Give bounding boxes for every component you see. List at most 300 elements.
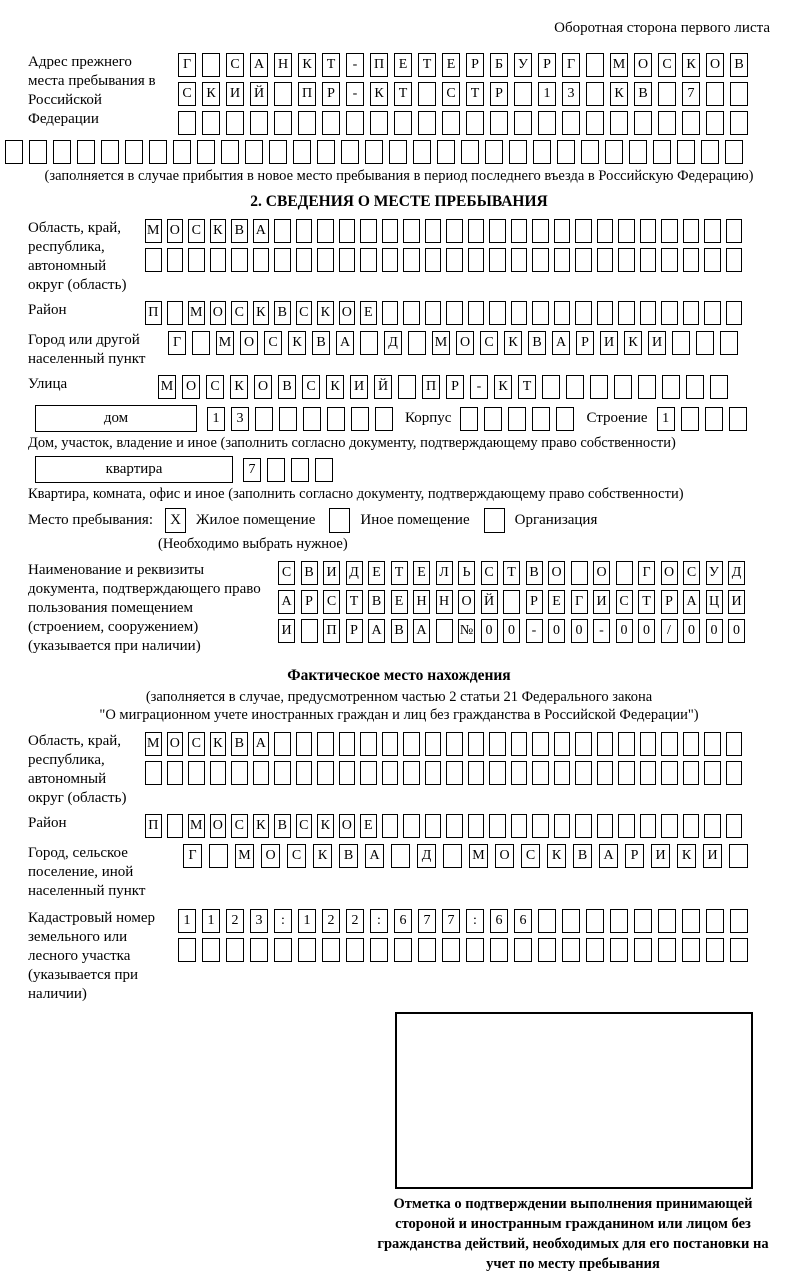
char-cell[interactable] [360, 732, 377, 756]
char-cell[interactable]: С [616, 590, 633, 614]
char-cell[interactable]: У [514, 53, 532, 77]
char-cell[interactable] [253, 761, 270, 785]
char-cell[interactable] [661, 761, 678, 785]
char-cell[interactable] [489, 732, 506, 756]
char-cell[interactable] [101, 140, 119, 164]
char-cell[interactable]: К [210, 219, 227, 243]
char-cell[interactable] [532, 761, 549, 785]
char-cell[interactable] [532, 814, 549, 838]
char-cell[interactable]: Т [418, 53, 436, 77]
char-cell[interactable]: К [504, 331, 522, 355]
char-cell[interactable] [382, 248, 399, 272]
char-cell[interactable]: К [317, 301, 334, 325]
char-cell[interactable]: М [235, 844, 254, 868]
char-cell[interactable]: К [230, 375, 248, 399]
char-cell[interactable] [726, 301, 743, 325]
char-cell[interactable] [542, 375, 560, 399]
char-cell[interactable]: - [470, 375, 488, 399]
char-cell[interactable] [554, 732, 571, 756]
char-cell[interactable] [382, 814, 399, 838]
char-cell[interactable] [197, 140, 215, 164]
char-cell[interactable]: В [526, 561, 543, 585]
char-cell[interactable] [554, 761, 571, 785]
char-cell[interactable] [375, 407, 393, 431]
char-cell[interactable]: П [298, 82, 316, 106]
char-cell[interactable]: С [231, 814, 248, 838]
char-cell[interactable] [586, 909, 604, 933]
char-cell[interactable] [575, 732, 592, 756]
char-cell[interactable] [339, 732, 356, 756]
char-cell[interactable] [704, 814, 721, 838]
char-cell[interactable]: А [368, 619, 385, 643]
char-cell[interactable] [226, 111, 244, 135]
char-cell[interactable] [538, 938, 556, 962]
char-cell[interactable] [705, 407, 723, 431]
char-cell[interactable]: О [593, 561, 610, 585]
char-cell[interactable] [468, 761, 485, 785]
char-cell[interactable]: М [216, 331, 234, 355]
char-cell[interactable] [562, 938, 580, 962]
char-cell[interactable] [726, 814, 743, 838]
char-cell[interactable] [296, 219, 313, 243]
char-cell[interactable]: К [313, 844, 332, 868]
char-cell[interactable]: Т [346, 590, 363, 614]
char-cell[interactable] [296, 248, 313, 272]
char-cell[interactable] [443, 844, 462, 868]
char-cell[interactable]: Т [391, 561, 408, 585]
char-cell[interactable]: Ц [706, 590, 723, 614]
char-cell[interactable] [317, 219, 334, 243]
char-cell[interactable] [485, 140, 503, 164]
char-cell[interactable]: С [480, 331, 498, 355]
char-cell[interactable] [511, 248, 528, 272]
char-cell[interactable]: М [610, 53, 628, 77]
char-cell[interactable] [301, 619, 318, 643]
char-cell[interactable]: С [481, 561, 498, 585]
char-cell[interactable]: Е [413, 561, 430, 585]
char-cell[interactable] [597, 732, 614, 756]
char-cell[interactable] [683, 732, 700, 756]
char-cell[interactable]: С [658, 53, 676, 77]
char-cell[interactable]: О [458, 590, 475, 614]
char-cell[interactable] [511, 814, 528, 838]
char-cell[interactable]: Р [301, 590, 318, 614]
char-cell[interactable] [446, 301, 463, 325]
char-cell[interactable] [640, 732, 657, 756]
char-cell[interactable] [575, 248, 592, 272]
char-cell[interactable] [701, 140, 719, 164]
char-cell[interactable] [317, 761, 334, 785]
char-cell[interactable] [720, 331, 738, 355]
char-cell[interactable]: 1 [538, 82, 556, 106]
char-cell[interactable] [640, 301, 657, 325]
char-cell[interactable] [436, 619, 453, 643]
char-cell[interactable] [226, 938, 244, 962]
char-cell[interactable]: П [370, 53, 388, 77]
char-cell[interactable] [571, 561, 588, 585]
char-cell[interactable] [408, 331, 426, 355]
char-cell[interactable]: К [494, 375, 512, 399]
char-cell[interactable] [245, 140, 263, 164]
char-cell[interactable] [425, 301, 442, 325]
char-cell[interactable] [658, 909, 676, 933]
char-cell[interactable]: А [599, 844, 618, 868]
char-cell[interactable]: К [288, 331, 306, 355]
char-cell[interactable]: Е [391, 590, 408, 614]
char-cell[interactable] [360, 331, 378, 355]
char-cell[interactable]: 0 [706, 619, 723, 643]
char-cell[interactable] [730, 82, 748, 106]
char-cell[interactable]: В [274, 301, 291, 325]
char-cell[interactable]: И [651, 844, 670, 868]
char-cell[interactable] [346, 111, 364, 135]
char-cell[interactable]: В [274, 814, 291, 838]
char-cell[interactable] [173, 140, 191, 164]
char-cell[interactable] [514, 938, 532, 962]
char-cell[interactable] [554, 248, 571, 272]
char-cell[interactable]: О [210, 814, 227, 838]
char-cell[interactable] [274, 732, 291, 756]
char-cell[interactable]: О [210, 301, 227, 325]
char-cell[interactable] [413, 140, 431, 164]
char-cell[interactable]: Е [360, 301, 377, 325]
char-cell[interactable] [618, 219, 635, 243]
char-cell[interactable] [566, 375, 584, 399]
char-cell[interactable] [575, 219, 592, 243]
char-cell[interactable]: 6 [394, 909, 412, 933]
char-cell[interactable]: - [593, 619, 610, 643]
char-cell[interactable] [686, 375, 704, 399]
char-cell[interactable] [730, 909, 748, 933]
char-cell[interactable]: Р [322, 82, 340, 106]
char-cell[interactable] [209, 844, 228, 868]
char-cell[interactable]: Г [562, 53, 580, 77]
char-cell[interactable]: А [683, 590, 700, 614]
char-cell[interactable] [682, 111, 700, 135]
char-cell[interactable] [590, 375, 608, 399]
char-cell[interactable]: Д [728, 561, 745, 585]
char-cell[interactable]: С [231, 301, 248, 325]
char-cell[interactable] [370, 938, 388, 962]
char-cell[interactable]: 1 [207, 407, 225, 431]
char-cell[interactable]: Т [322, 53, 340, 77]
char-cell[interactable] [303, 407, 321, 431]
char-cell[interactable] [562, 909, 580, 933]
char-cell[interactable]: И [226, 82, 244, 106]
char-cell[interactable] [442, 938, 460, 962]
char-cell[interactable] [178, 938, 196, 962]
char-cell[interactable]: В [528, 331, 546, 355]
char-cell[interactable] [726, 248, 743, 272]
char-cell[interactable]: К [210, 732, 227, 756]
char-cell[interactable] [468, 814, 485, 838]
char-cell[interactable]: М [188, 301, 205, 325]
char-cell[interactable] [509, 140, 527, 164]
char-cell[interactable] [382, 732, 399, 756]
char-cell[interactable] [658, 82, 676, 106]
char-cell[interactable]: Г [178, 53, 196, 77]
char-cell[interactable]: У [706, 561, 723, 585]
char-cell[interactable] [706, 111, 724, 135]
char-cell[interactable] [53, 140, 71, 164]
char-cell[interactable] [274, 219, 291, 243]
char-cell[interactable] [418, 82, 436, 106]
char-cell[interactable] [597, 301, 614, 325]
char-cell[interactable] [125, 140, 143, 164]
char-cell[interactable]: М [188, 814, 205, 838]
char-cell[interactable] [658, 938, 676, 962]
char-cell[interactable] [618, 248, 635, 272]
char-cell[interactable] [202, 938, 220, 962]
char-cell[interactable]: О [240, 331, 258, 355]
char-cell[interactable] [640, 814, 657, 838]
char-cell[interactable] [145, 761, 162, 785]
char-cell[interactable] [296, 761, 313, 785]
char-cell[interactable] [634, 938, 652, 962]
char-cell[interactable]: 2 [226, 909, 244, 933]
char-cell[interactable] [490, 111, 508, 135]
char-cell[interactable] [640, 219, 657, 243]
char-cell[interactable] [490, 938, 508, 962]
char-cell[interactable]: Е [360, 814, 377, 838]
char-cell[interactable] [614, 375, 632, 399]
char-cell[interactable] [610, 909, 628, 933]
char-cell[interactable] [725, 140, 743, 164]
char-cell[interactable] [298, 111, 316, 135]
char-cell[interactable] [293, 140, 311, 164]
char-cell[interactable] [269, 140, 287, 164]
char-cell[interactable] [554, 814, 571, 838]
char-cell[interactable]: 3 [231, 407, 249, 431]
char-cell[interactable]: К [610, 82, 628, 106]
char-cell[interactable]: № [458, 619, 475, 643]
char-cell[interactable]: М [158, 375, 176, 399]
char-cell[interactable] [661, 219, 678, 243]
char-cell[interactable] [145, 248, 162, 272]
char-cell[interactable]: В [278, 375, 296, 399]
char-cell[interactable] [391, 844, 410, 868]
char-cell[interactable]: М [145, 732, 162, 756]
char-cell[interactable] [468, 732, 485, 756]
char-cell[interactable] [581, 140, 599, 164]
char-cell[interactable] [389, 140, 407, 164]
char-cell[interactable] [597, 248, 614, 272]
char-cell[interactable] [468, 219, 485, 243]
char-cell[interactable] [403, 761, 420, 785]
char-cell[interactable] [382, 301, 399, 325]
char-cell[interactable]: Ь [458, 561, 475, 585]
char-cell[interactable]: А [250, 53, 268, 77]
char-cell[interactable] [729, 844, 748, 868]
char-cell[interactable] [394, 938, 412, 962]
char-cell[interactable] [616, 561, 633, 585]
char-cell[interactable] [511, 301, 528, 325]
char-cell[interactable] [167, 301, 184, 325]
char-cell[interactable]: К [682, 53, 700, 77]
char-cell[interactable] [586, 938, 604, 962]
char-cell[interactable] [425, 219, 442, 243]
char-cell[interactable]: О [167, 732, 184, 756]
char-cell[interactable] [710, 375, 728, 399]
char-cell[interactable]: 1 [657, 407, 675, 431]
char-cell[interactable] [618, 814, 635, 838]
char-cell[interactable]: И [323, 561, 340, 585]
char-cell[interactable]: Р [526, 590, 543, 614]
char-cell[interactable] [597, 814, 614, 838]
char-cell[interactable] [274, 761, 291, 785]
char-cell[interactable] [514, 82, 532, 106]
char-cell[interactable]: О [661, 561, 678, 585]
char-cell[interactable]: К [202, 82, 220, 106]
char-cell[interactable] [618, 301, 635, 325]
char-cell[interactable] [298, 938, 316, 962]
char-cell[interactable]: К [547, 844, 566, 868]
char-cell[interactable] [682, 909, 700, 933]
char-cell[interactable] [446, 814, 463, 838]
char-cell[interactable] [730, 111, 748, 135]
char-cell[interactable] [29, 140, 47, 164]
char-cell[interactable] [586, 111, 604, 135]
char-cell[interactable]: 2 [346, 909, 364, 933]
char-cell[interactable]: П [422, 375, 440, 399]
char-cell[interactable]: А [365, 844, 384, 868]
char-cell[interactable] [683, 301, 700, 325]
char-cell[interactable]: С [287, 844, 306, 868]
char-cell[interactable]: 6 [490, 909, 508, 933]
char-cell[interactable] [339, 219, 356, 243]
char-cell[interactable] [274, 111, 292, 135]
char-cell[interactable] [704, 219, 721, 243]
char-cell[interactable] [446, 219, 463, 243]
char-cell[interactable] [210, 248, 227, 272]
char-cell[interactable] [554, 219, 571, 243]
char-cell[interactable]: В [231, 732, 248, 756]
char-cell[interactable] [618, 761, 635, 785]
char-cell[interactable]: : [274, 909, 292, 933]
char-cell[interactable] [255, 407, 273, 431]
char-cell[interactable]: О [495, 844, 514, 868]
char-cell[interactable] [511, 219, 528, 243]
char-cell[interactable] [250, 111, 268, 135]
char-cell[interactable]: И [728, 590, 745, 614]
char-cell[interactable] [317, 140, 335, 164]
char-cell[interactable]: Т [638, 590, 655, 614]
char-cell[interactable]: А [552, 331, 570, 355]
char-cell[interactable]: В [634, 82, 652, 106]
char-cell[interactable] [511, 732, 528, 756]
char-cell[interactable]: М [432, 331, 450, 355]
char-cell[interactable]: 1 [298, 909, 316, 933]
char-cell[interactable] [640, 761, 657, 785]
char-cell[interactable]: С [178, 82, 196, 106]
char-cell[interactable]: 7 [418, 909, 436, 933]
char-cell[interactable] [149, 140, 167, 164]
char-cell[interactable] [532, 732, 549, 756]
char-cell[interactable] [726, 219, 743, 243]
char-cell[interactable]: И [593, 590, 610, 614]
char-cell[interactable]: Е [368, 561, 385, 585]
char-cell[interactable]: О [339, 301, 356, 325]
char-cell[interactable] [460, 407, 478, 431]
char-cell[interactable] [403, 814, 420, 838]
char-cell[interactable] [322, 938, 340, 962]
char-cell[interactable]: - [346, 82, 364, 106]
char-cell[interactable] [210, 761, 227, 785]
char-cell[interactable] [503, 590, 520, 614]
char-cell[interactable] [398, 375, 416, 399]
char-cell[interactable]: Й [374, 375, 392, 399]
char-cell[interactable] [554, 301, 571, 325]
char-cell[interactable] [704, 248, 721, 272]
char-cell[interactable]: 0 [728, 619, 745, 643]
char-cell[interactable]: К [624, 331, 642, 355]
char-cell[interactable]: А [253, 219, 270, 243]
char-cell[interactable]: Й [481, 590, 498, 614]
char-cell[interactable]: А [336, 331, 354, 355]
char-cell[interactable] [726, 732, 743, 756]
char-cell[interactable] [437, 140, 455, 164]
char-cell[interactable] [658, 111, 676, 135]
char-cell[interactable] [489, 761, 506, 785]
char-cell[interactable]: Т [394, 82, 412, 106]
char-cell[interactable] [167, 814, 184, 838]
char-cell[interactable] [706, 909, 724, 933]
char-cell[interactable] [250, 938, 268, 962]
char-cell[interactable] [532, 248, 549, 272]
char-cell[interactable] [446, 732, 463, 756]
char-cell[interactable]: К [253, 301, 270, 325]
char-cell[interactable] [188, 761, 205, 785]
char-cell[interactable] [653, 140, 671, 164]
char-cell[interactable] [468, 301, 485, 325]
char-cell[interactable]: 1 [202, 909, 220, 933]
char-cell[interactable]: Б [490, 53, 508, 77]
char-cell[interactable]: К [677, 844, 696, 868]
char-cell[interactable] [425, 248, 442, 272]
char-cell[interactable]: 0 [616, 619, 633, 643]
char-cell[interactable] [562, 111, 580, 135]
char-cell[interactable]: Р [576, 331, 594, 355]
char-cell[interactable] [296, 732, 313, 756]
char-cell[interactable]: О [167, 219, 184, 243]
char-cell[interactable] [231, 248, 248, 272]
char-cell[interactable]: Р [346, 619, 363, 643]
char-cell[interactable] [425, 732, 442, 756]
char-cell[interactable]: Р [661, 590, 678, 614]
char-cell[interactable]: 2 [322, 909, 340, 933]
char-cell[interactable] [508, 407, 526, 431]
char-cell[interactable] [365, 140, 383, 164]
char-cell[interactable]: С [442, 82, 460, 106]
char-cell[interactable] [403, 732, 420, 756]
char-cell[interactable]: Й [250, 82, 268, 106]
char-cell[interactable]: К [370, 82, 388, 106]
char-cell[interactable]: 0 [548, 619, 565, 643]
char-cell[interactable] [681, 407, 699, 431]
char-cell[interactable] [382, 761, 399, 785]
char-cell[interactable] [360, 761, 377, 785]
char-cell[interactable] [231, 761, 248, 785]
char-cell[interactable]: : [466, 909, 484, 933]
char-cell[interactable]: Т [503, 561, 520, 585]
char-cell[interactable]: Р [446, 375, 464, 399]
char-cell[interactable] [403, 248, 420, 272]
char-cell[interactable]: О [456, 331, 474, 355]
char-cell[interactable]: П [145, 814, 162, 838]
char-cell[interactable]: Д [384, 331, 402, 355]
char-cell[interactable] [661, 301, 678, 325]
char-cell[interactable]: И [600, 331, 618, 355]
